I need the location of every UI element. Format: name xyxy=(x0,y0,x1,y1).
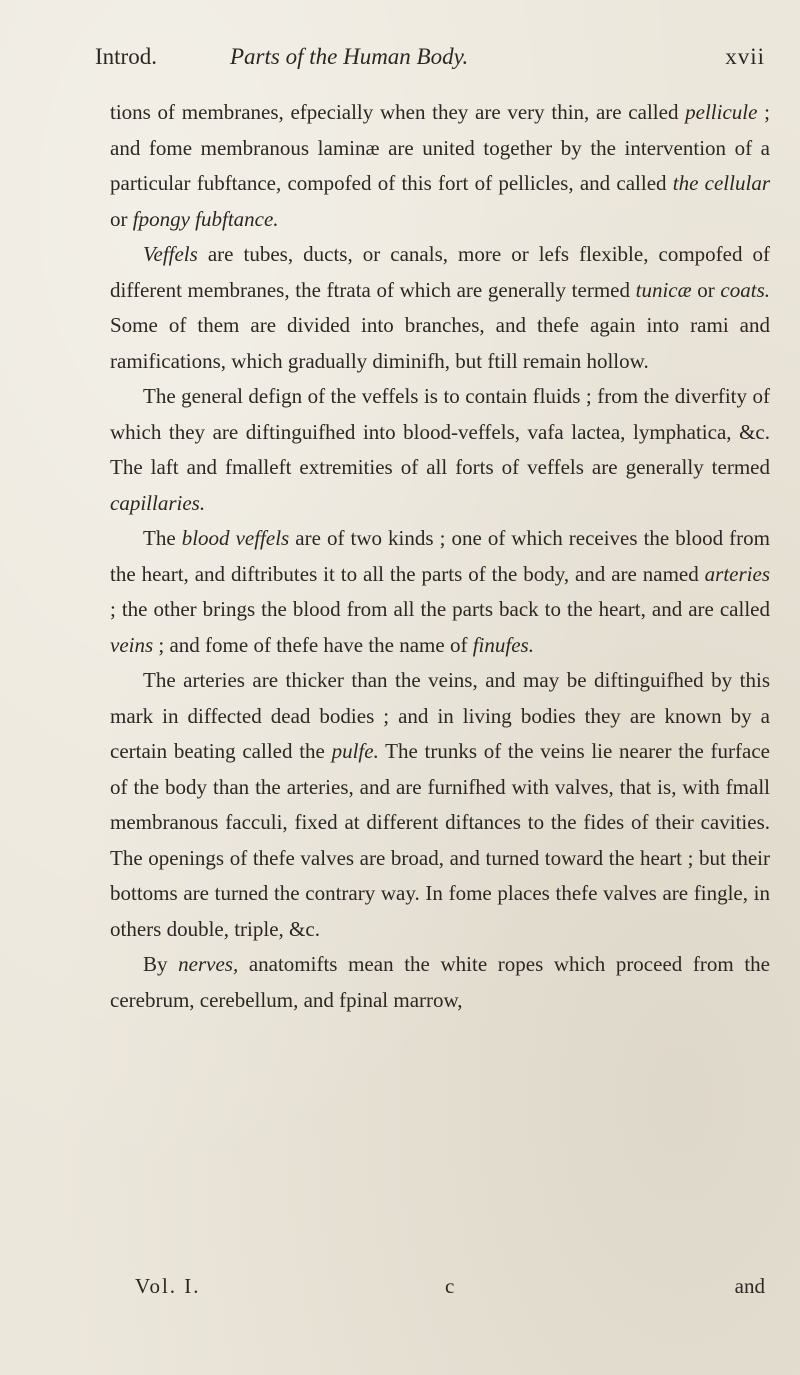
italic-term: veins xyxy=(110,632,154,657)
italic-term: nerves, xyxy=(178,952,239,976)
paragraph xyxy=(110,237,770,379)
text-run: The general defign of the veffels is to contain fluids ; from the diverfity of which they are diftinguifhed into blood-veffels, vafa lactea, lymphatica, &c. The laft and fmalleft extremities of all forts of veffels are generally termed xyxy=(110,384,770,479)
text-run: or xyxy=(691,277,721,302)
paragraph xyxy=(110,521,770,663)
italic-term: Veffels xyxy=(143,242,198,266)
text-run: anatomifts mean the white ropes which proceed from the cerebrum, cerebellum, and fpinal marrow, xyxy=(110,952,770,1012)
running-title: Parts of the Human Body. xyxy=(230,44,469,69)
signature-mark: c xyxy=(445,1274,455,1298)
text-run: The xyxy=(143,526,182,550)
text-run: By xyxy=(143,952,179,976)
italic-term: capillaries. xyxy=(110,490,206,515)
catchword: and xyxy=(734,1274,765,1298)
page-number: xvii xyxy=(725,44,765,69)
text-run: The arteries are thicker than the veins, and may be diftinguifhed by this mark in diffected dead bodies ; and in living bodies they are known by a certain beating called the xyxy=(110,668,770,763)
volume-mark: Vol. I. xyxy=(135,1274,201,1298)
text-run: are tubes, ducts, or canals, more or lefs flexible, compofed of different membranes, the ftrata of which are generally termed xyxy=(110,242,770,302)
page-footer xyxy=(135,1270,765,1302)
italic-term: fpongy fubftance. xyxy=(132,206,279,231)
section-label: Introd. xyxy=(95,44,157,69)
text-run: ; and fome membranous laminæ are united together by the intervention of a particular fubftance, compofed of this fort of pellicles, and called xyxy=(110,100,771,195)
paragraph xyxy=(110,379,770,521)
italic-term: tunicæ xyxy=(635,277,692,302)
text-run: are of two kinds ; one of which receives the blood from the heart, and diftributes it to all the parts of the body, and are named xyxy=(110,526,770,586)
text-run: tions of membranes, efpecially when they are very thin, are called xyxy=(110,100,686,124)
italic-term: the cellular xyxy=(672,171,770,195)
paragraph xyxy=(110,663,770,947)
text-run: Some of them are divided into branches, and thefe again into rami and ramifications, which gradually diminifh, but ftill remain hollow. xyxy=(110,313,770,373)
italic-term: pulfe. xyxy=(331,739,379,763)
italic-term: arteries xyxy=(704,561,770,586)
paragraph xyxy=(110,947,770,1018)
italic-term: blood veffels xyxy=(181,526,290,550)
paragraph xyxy=(110,95,770,237)
text-run: or xyxy=(110,206,133,231)
italic-term: pellicule xyxy=(685,100,758,124)
text-run: ; the other brings the blood from all the parts back to the heart, and are called xyxy=(110,597,770,621)
running-header xyxy=(95,42,765,72)
italic-term: coats. xyxy=(720,277,770,302)
italic-term: finufes. xyxy=(472,632,534,657)
text-run: ; and fome of thefe have the name of xyxy=(153,632,473,657)
body-text xyxy=(110,95,770,1018)
text-run: The trunks of the veins lie nearer the furface of the body than the arteries, and are furnifhed with valves, that is, with fmall membranous facculi, fixed at different diftances to the fides of their cavities. The openings of thefe valves are broad, and turned toward the heart ; but their bottoms are turned the contrary way. In fome places thefe valves are fingle, in others double, triple, &c. xyxy=(110,739,771,941)
